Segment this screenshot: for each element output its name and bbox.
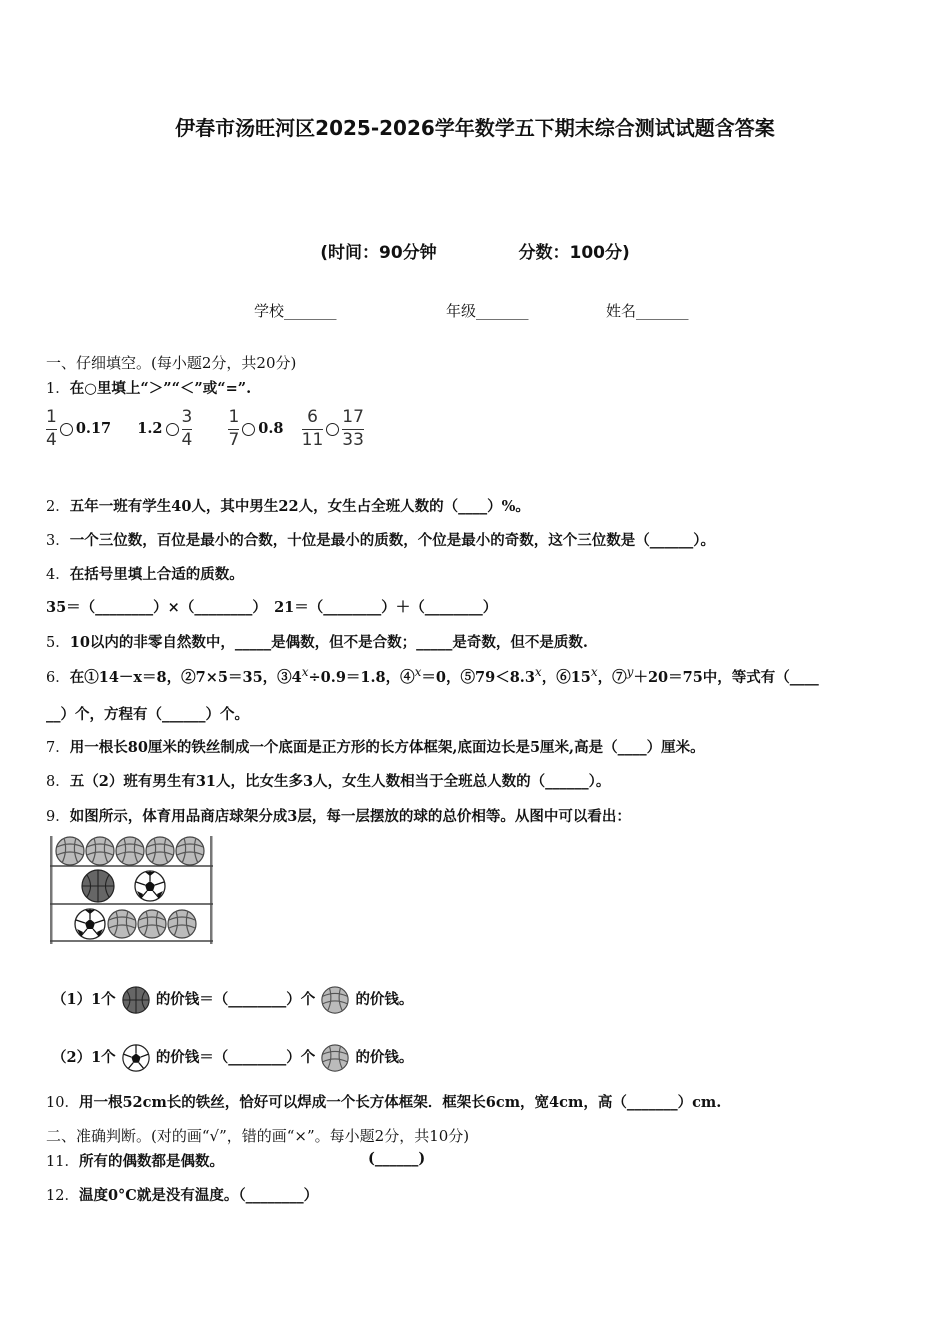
question-4-line-2: 35＝（________）×（________） 21＝（________）＋（________） (46, 599, 498, 616)
compare-circle[interactable] (326, 423, 339, 436)
question-10: 10．用一根52cm长的铁丝，恰好可以焊成一个长方体框架．框架长6cm，宽4cm，高（_______）cm. (46, 1094, 722, 1111)
soccer-ball-icon (121, 1043, 151, 1073)
exam-info (0, 238, 950, 263)
name-field[interactable]: 姓名_______ (606, 302, 689, 320)
volleyball-icon (320, 1043, 350, 1073)
fraction: $\frac{1}{4}$ (46, 407, 57, 450)
section-2-heading: 二、准确判断。(对的画“√”，错的画“×”。每小题2分，共10分) (46, 1127, 470, 1145)
compare-circle[interactable] (166, 423, 179, 436)
fraction: $\frac{1}{7}$ (228, 407, 240, 450)
question-7: 7．用一根长80厘米的铁丝制成一个底面是正方形的长方体框架,底面边长是5厘米,高是（____）厘米。 (46, 739, 705, 756)
question-2: 2．五年一班有学生40人，其中男生22人，女生占全班人数的（____）%。 (46, 498, 530, 515)
section-1-heading: 一、仔细填空。(每小题2分，共20分) (46, 354, 297, 372)
ball-rack-image (46, 834, 216, 946)
question-9-part-2: （2）1个 的价钱＝（________）个 的价钱。 (52, 1043, 413, 1073)
question-6-line-2: __）个，方程有（______）个。 (46, 706, 249, 723)
document-title: 伊春市汤旺河区2025-2026学年数学五下期末综合测试试题含答案 (175, 116, 775, 140)
question-11: 11．所有的偶数都是偶数。 (46, 1153, 224, 1170)
fraction: $\frac{17}{33}$ (342, 407, 364, 450)
question-3: 3．一个三位数，百位是最小的合数，十位是最小的质数，个位是最小的奇数，这个三位数是（______）。 (46, 532, 715, 549)
question-9: 9．如图所示，体育用品商店球架分成3层，每一层摆放的球的总价相等。从图中可以看出： (46, 808, 631, 825)
compare-circle[interactable] (60, 423, 73, 436)
question-1-comparisons: $\frac{1}{4}$ 0.17 1.2 $\frac{3}{4}$ $\frac{1}{7}$ 0.8 $\frac{6}{11}$ $\frac{17}{33}$ (46, 407, 364, 450)
basketball-icon (121, 985, 151, 1015)
question-1: 1．在○里填上“＞”“＜”或“=”. (46, 380, 252, 397)
time-label: (时间：90分钟 (320, 243, 437, 263)
compare-circle[interactable] (242, 423, 255, 436)
question-9-part-1: （1）1个 的价钱＝（________）个 的价钱。 (52, 985, 413, 1015)
score-label: 分数：100分) (518, 243, 630, 263)
grade-field[interactable]: 年级_______ (446, 302, 529, 320)
question-12: 12．温度0°C就是没有温度。（________） (46, 1187, 319, 1204)
question-11-answer-blank[interactable]: (______) (368, 1150, 426, 1167)
question-6: 6．在①14－x＝8，②7×5＝35，$③4^x\div 0.9=1.8$，④$^x$＝0，$⑤79<8.3^x$，⑥15$^x$，⑦$^y$＋20＝75中，等式有（____ (46, 665, 819, 686)
question-8: 8．五（2）班有男生有31人，比女生多3人，女生人数相当于全班总人数的（______）。 (46, 773, 611, 790)
school-field[interactable]: 学校_______ (254, 302, 337, 320)
volleyball-icon (320, 985, 350, 1015)
fraction: $\frac{6}{11}$ (301, 407, 324, 450)
fraction: $\frac{3}{4}$ (181, 407, 193, 450)
question-4: 4．在括号里填上合适的质数。 (46, 566, 244, 583)
question-5: 5．10以内的非零自然数中，_____是偶数，但不是合数；_____是奇数，但不是质数. (46, 634, 588, 651)
